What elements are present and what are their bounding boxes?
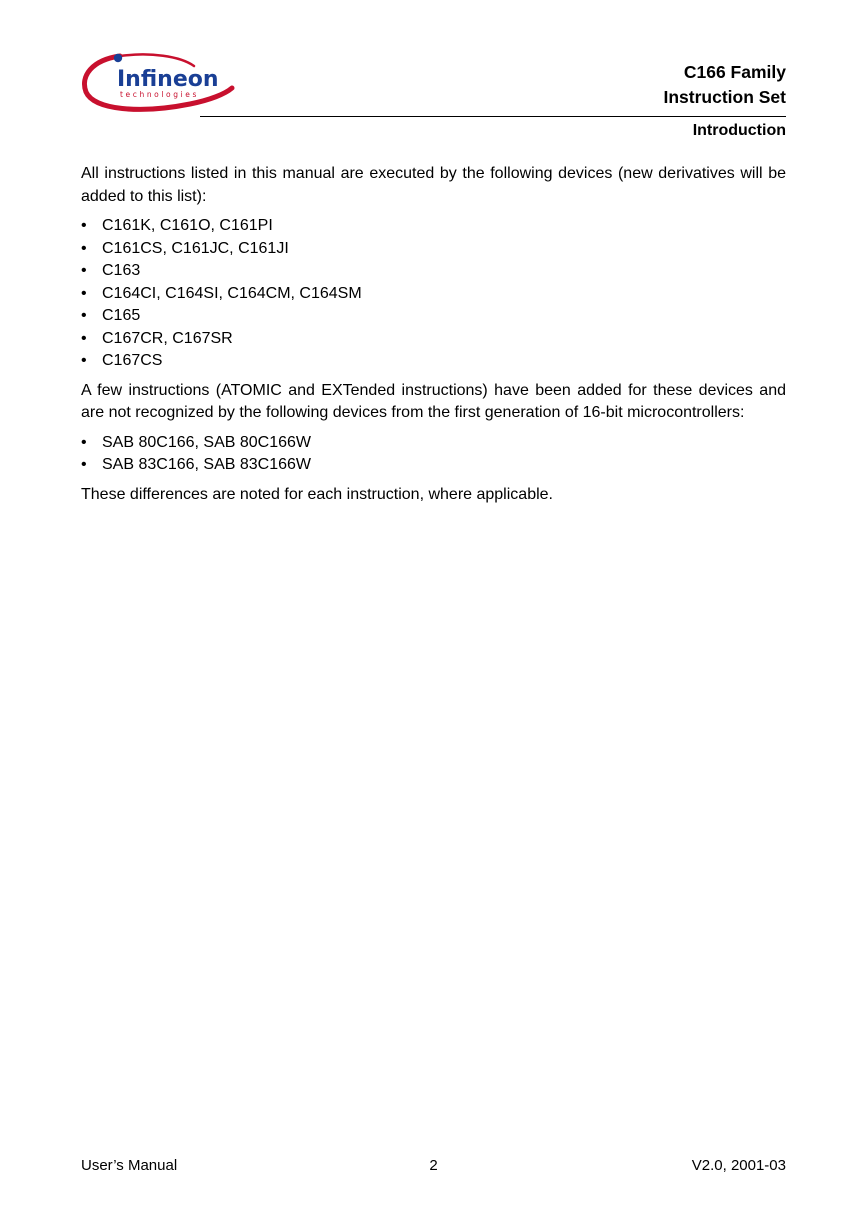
list-item: • C167CS [81,350,786,373]
logo-subtext: technologies [120,90,200,99]
bullet-icon: • [81,307,87,324]
list-item: • C165 [81,305,786,328]
title-instruction-set: Instruction Set [663,87,786,107]
footer-manual-label: User’s Manual [81,1157,178,1174]
closing-paragraph: These differences are noted for each instruction, where applicable. [81,485,553,503]
bullet-icon: • [81,456,87,473]
version-label: V2.0, 2001-03 [691,1157,786,1174]
infineon-logo [80,48,240,120]
header-rule [200,116,786,117]
document-title [663,60,786,110]
list-item: • C164CI, C164SI, C164CM, C164SM [81,283,786,306]
section-heading: Introduction [692,122,786,139]
list-item: • SAB 83C166, SAB 83C166W [81,454,786,477]
list-item: • C163 [81,260,786,283]
intro-paragraph: All instructions listed in this manual are executed by the following devices (new derivatives will be added to this list): [81,165,786,205]
title-family: C166 Family [683,62,786,82]
list-item: • C167CR, C167SR [81,328,786,351]
bullet-icon: • [81,262,87,279]
bullet-icon: • [81,284,87,302]
bullet-icon: • [81,217,87,234]
page-content [81,163,786,506]
bullet-icon: • [81,433,87,451]
list-item: • C161K, C161O, C161PI [81,215,786,238]
legacy-device-list [81,432,786,477]
list-item: • SAB 80C166, SAB 80C166W [81,432,786,455]
bullet-icon: • [81,239,87,257]
device-list [81,215,786,373]
logo-wordmark: Infineon [117,67,219,92]
bullet-icon: • [81,329,87,347]
page-footer [81,1156,786,1176]
page-number: 2 [429,1157,438,1174]
list-item: • C161CS, C161JC, C161JI [81,238,786,261]
note-paragraph: A few instructions (ATOMIC and EXTended instructions) have been added for these devices and are not recognized by the following devices from the first generation of 16-bit microcontrollers: [81,381,786,421]
bullet-icon: • [81,352,87,369]
